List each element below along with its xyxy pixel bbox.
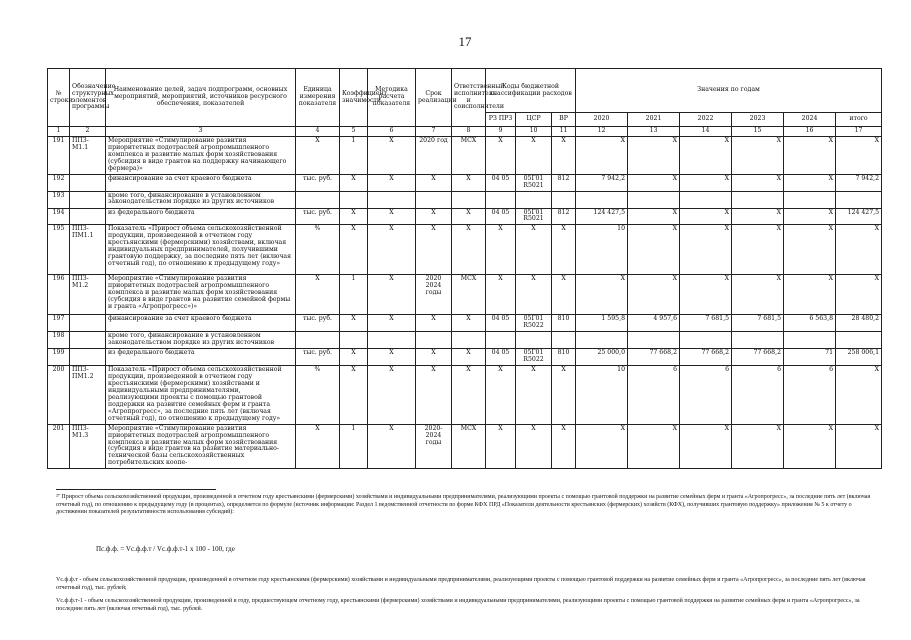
rz-cell: 04 05	[486, 208, 516, 225]
value-2022: 6	[680, 366, 732, 425]
csr-cell	[516, 332, 552, 349]
row-number: 194	[48, 208, 70, 225]
value-2021: X	[628, 174, 680, 191]
col-number: 5	[340, 127, 368, 137]
resp-cell: X	[452, 366, 486, 425]
value-2024: X	[784, 275, 836, 315]
element-name: из федерального бюджета	[106, 349, 296, 366]
footnote-formula: Пс.ф.ф. = Vс.ф.ф.т / Vс.ф.ф.т-1 x 100 - 100, где	[96, 545, 235, 553]
col-number: 6	[368, 127, 416, 137]
term-cell: X	[416, 225, 452, 275]
value-2024: X	[784, 424, 836, 469]
col-number: 1	[48, 127, 70, 137]
value-total	[836, 191, 882, 208]
row-number: 191	[48, 136, 70, 174]
table-row	[48, 366, 882, 425]
value-2024: 6 563,8	[784, 315, 836, 332]
method-cell: X	[368, 275, 416, 315]
rz-cell	[486, 332, 516, 349]
rz-cell: 04 05	[486, 174, 516, 191]
row-number: 192	[48, 174, 70, 191]
element-name: Показатель «Прирост объема сельскохозяйственной продукции, произведенной в отчетном году крестьянскими (фермерскими) хозяйствами, включая индивидуальных предпринимателей, получившими грантовую поддержку, за последние пять лет (включая отчетный год), по отношению к предыдущему году»	[106, 225, 296, 275]
value-total: 258 006,1	[836, 349, 882, 366]
method-cell: X	[368, 174, 416, 191]
value-2023: 77 668,2	[732, 349, 784, 366]
header-year: 2021	[628, 113, 680, 127]
header-year: 2023	[732, 113, 784, 127]
element-name: кроме того, финансирование в установленном законодательством порядке из других источников	[106, 332, 296, 349]
value-2024: 6	[784, 366, 836, 425]
col-number: 4	[296, 127, 340, 137]
rz-cell: X	[486, 136, 516, 174]
col-number: 12	[576, 127, 628, 137]
vr-cell	[552, 332, 576, 349]
value-2021: X	[628, 225, 680, 275]
table-row	[48, 208, 882, 225]
value-2022	[680, 191, 732, 208]
resp-cell: X	[452, 208, 486, 225]
header-coef: Коэффициент значимости	[340, 69, 368, 127]
col-number: 2	[70, 127, 106, 137]
vr-cell: 810	[552, 315, 576, 332]
value-total: 28 480,2	[836, 315, 882, 332]
resp-cell: X	[452, 174, 486, 191]
header-year: 2022	[680, 113, 732, 127]
header-method: Методика расчета показателя	[368, 69, 416, 127]
term-cell: X	[416, 366, 452, 425]
value-2020: 7 942,2	[576, 174, 628, 191]
coef-cell: X	[340, 208, 368, 225]
col-number: 7	[416, 127, 452, 137]
value-2021: X	[628, 208, 680, 225]
element-code: ППЗ-М1.2	[70, 275, 106, 315]
value-2020: X	[576, 136, 628, 174]
table-row	[48, 225, 882, 275]
rz-cell: 04 05	[486, 315, 516, 332]
unit-cell: тыс. руб.	[296, 315, 340, 332]
row-number: 198	[48, 332, 70, 349]
value-2024	[784, 332, 836, 349]
row-number: 200	[48, 366, 70, 425]
unit-cell: X	[296, 136, 340, 174]
col-number: 15	[732, 127, 784, 137]
method-cell: X	[368, 136, 416, 174]
element-code	[70, 208, 106, 225]
csr-cell: X	[516, 366, 552, 425]
term-cell: X	[416, 349, 452, 366]
resp-cell: МСХ	[452, 275, 486, 315]
element-name: Показатель «Прирост объема сельскохозяйственной продукции, произведенной в отчетном году крестьянскими (фермерскими) хозяйствами и индивидуальными предпринимателями, реализующими проекты с помощью грантовой поддержки на развитие семейных ферм и гранта «Агропрогресс», за последние пять лет (включая отчетный год), по отношению к предыдущему году»	[106, 366, 296, 425]
coef-cell: X	[340, 315, 368, 332]
coef-cell: X	[340, 366, 368, 425]
value-2023: X	[732, 424, 784, 469]
value-2020: 1 595,8	[576, 315, 628, 332]
vr-cell: X	[552, 225, 576, 275]
value-2023: 7 681,5	[732, 315, 784, 332]
value-2021	[628, 191, 680, 208]
header-total: итого	[836, 113, 882, 127]
col-number: 8	[452, 127, 486, 137]
element-code	[70, 191, 106, 208]
col-number: 17	[836, 127, 882, 137]
csr-cell: 05Г01 R5021	[516, 208, 552, 225]
element-name: финансирование за счет краевого бюджета	[106, 174, 296, 191]
csr-cell: X	[516, 225, 552, 275]
term-cell: X	[416, 315, 452, 332]
value-2023: X	[732, 208, 784, 225]
header-csr: ЦСР	[516, 113, 552, 127]
footnote-definition: Vс.ф.ф.т-1 - объем сельскохозяйственной продукции, произведенной в году, предшествующем отчетному году, крестьянскими (фермерскими) хозяйствами и индивидуальными предпринимателями, реализующими проекты с помощью грантовой поддержки на развитие семейных ферм и гранта «Агропрогресс», за последние пять лет (включая отчетный год), тыс. рублей.	[56, 598, 860, 612]
vr-cell: 810	[552, 349, 576, 366]
col-number: 13	[628, 127, 680, 137]
header-vr: ВР	[552, 113, 576, 127]
coef-cell: X	[340, 225, 368, 275]
value-2022: 7 681,5	[680, 315, 732, 332]
value-2021: 4 957,6	[628, 315, 680, 332]
value-2023: 6	[732, 366, 784, 425]
row-number: 197	[48, 315, 70, 332]
coef-cell: X	[340, 174, 368, 191]
element-code	[70, 332, 106, 349]
table-row	[48, 424, 882, 469]
term-cell: 2020 2024 годы	[416, 275, 452, 315]
unit-cell: %	[296, 225, 340, 275]
value-total: 124 427,5	[836, 208, 882, 225]
term-cell: X	[416, 208, 452, 225]
value-2023	[732, 332, 784, 349]
element-code: ППЗ-ПМ1.2	[70, 366, 106, 425]
header-row-num: № строки	[48, 69, 70, 127]
value-total: 7 942,2	[836, 174, 882, 191]
resp-cell: X	[452, 315, 486, 332]
value-2024: 71	[784, 349, 836, 366]
value-2020: X	[576, 275, 628, 315]
method-cell	[368, 191, 416, 208]
csr-cell: 05Г01 R5022	[516, 349, 552, 366]
value-2024: X	[784, 174, 836, 191]
resp-cell: X	[452, 225, 486, 275]
element-code: ППЗ-М1.3	[70, 424, 106, 469]
header-rz: РЗ ПРЗ	[486, 113, 516, 127]
program-table	[47, 68, 882, 469]
value-2022	[680, 332, 732, 349]
value-2021: X	[628, 136, 680, 174]
unit-cell	[296, 332, 340, 349]
resp-cell: МСХ	[452, 424, 486, 469]
csr-cell: 05Г01 R5021	[516, 174, 552, 191]
footnote-divider	[56, 489, 216, 490]
element-name: финансирование за счет краевого бюджета	[106, 315, 296, 332]
value-2021: 6	[628, 366, 680, 425]
value-2020: X	[576, 424, 628, 469]
rz-cell: X	[486, 366, 516, 425]
footnote-definition: Vс.ф.ф.т - объем сельскохозяйственной продукции, произведенной в отчетном году крестьянскими (фермерскими) хозяйствами и индивидуальными предпринимателями, реализующими проекты с помощью грантовой поддержки на развитие семейных ферм и гранта «Агропрогресс», за последние пять лет (включая отчетный год), тыс. рублей;	[56, 577, 866, 591]
header-code: Обозначение структурных элементов программы	[70, 69, 106, 127]
row-number: 195	[48, 225, 70, 275]
term-cell: X	[416, 174, 452, 191]
vr-cell: X	[552, 424, 576, 469]
value-2020: 10	[576, 225, 628, 275]
unit-cell	[296, 191, 340, 208]
method-cell: X	[368, 208, 416, 225]
value-2020: 10	[576, 366, 628, 425]
unit-cell: %	[296, 366, 340, 425]
rz-cell	[486, 191, 516, 208]
value-total: X	[836, 275, 882, 315]
value-2023: X	[732, 275, 784, 315]
col-number: 11	[552, 127, 576, 137]
rz-cell: X	[486, 225, 516, 275]
table-row	[48, 275, 882, 315]
value-2024: X	[784, 208, 836, 225]
vr-cell: 812	[552, 174, 576, 191]
rz-cell: 04 05	[486, 349, 516, 366]
value-2020: 25 000,0	[576, 349, 628, 366]
element-code	[70, 349, 106, 366]
unit-cell: тыс. руб.	[296, 174, 340, 191]
resp-cell: МСХ	[452, 136, 486, 174]
resp-cell	[452, 191, 486, 208]
header-year: 2024	[784, 113, 836, 127]
coef-cell	[340, 191, 368, 208]
table-row	[48, 174, 882, 191]
resp-cell: X	[452, 349, 486, 366]
value-2021: X	[628, 275, 680, 315]
table-row	[48, 315, 882, 332]
method-cell	[368, 332, 416, 349]
element-name: Мероприятие «Стимулирование развития приоритетных подотраслей агропромышленного комплекса и развитие малых форм хозяйствования (субсидия в виде грантов на поддержку начинающего фермера)»	[106, 136, 296, 174]
value-total: X	[836, 424, 882, 469]
coef-cell: X	[340, 349, 368, 366]
table-row	[48, 191, 882, 208]
unit-cell: X	[296, 424, 340, 469]
coef-cell	[340, 332, 368, 349]
value-2020	[576, 332, 628, 349]
value-total: X	[836, 225, 882, 275]
element-name: из федерального бюджета	[106, 208, 296, 225]
element-name: Мероприятие «Стимулирование развития приоритетных подотраслей агропромышленного комплекса и развитие малых форм хозяйствования (субсидия в виде грантов на развитие материально-технической базы сельскохозяйственных потребительских коопе-	[106, 424, 296, 469]
col-number: 16	[784, 127, 836, 137]
term-cell: 2020-2024 годы	[416, 424, 452, 469]
table-row	[48, 136, 882, 174]
col-number: 14	[680, 127, 732, 137]
table-row	[48, 332, 882, 349]
value-2020	[576, 191, 628, 208]
csr-cell	[516, 191, 552, 208]
col-number: 9	[486, 127, 516, 137]
term-cell: 2020 год	[416, 136, 452, 174]
unit-cell: тыс. руб.	[296, 349, 340, 366]
method-cell: X	[368, 424, 416, 469]
unit-cell: тыс. руб.	[296, 208, 340, 225]
value-2021	[628, 332, 680, 349]
csr-cell: X	[516, 136, 552, 174]
term-cell	[416, 191, 452, 208]
vr-cell: X	[552, 275, 576, 315]
rz-cell: X	[486, 424, 516, 469]
coef-cell: 1	[340, 136, 368, 174]
col-number: 3	[106, 127, 296, 137]
value-2020: 124 427,5	[576, 208, 628, 225]
table-row	[48, 349, 882, 366]
csr-cell: X	[516, 275, 552, 315]
value-total: X	[836, 136, 882, 174]
method-cell: X	[368, 349, 416, 366]
header-resp: Ответственный исполнитель и соисполнители	[452, 69, 486, 127]
value-2023: X	[732, 225, 784, 275]
value-2024: X	[784, 225, 836, 275]
value-2022: X	[680, 225, 732, 275]
csr-cell: X	[516, 424, 552, 469]
value-2022: X	[680, 174, 732, 191]
value-2022: X	[680, 275, 732, 315]
element-code: ППЗ-ПМ1.1	[70, 225, 106, 275]
value-2021: X	[628, 424, 680, 469]
row-number: 196	[48, 275, 70, 315]
method-cell: X	[368, 225, 416, 275]
value-2021: 77 668,2	[628, 349, 680, 366]
rz-cell: X	[486, 275, 516, 315]
method-cell: X	[368, 366, 416, 425]
vr-cell: X	[552, 366, 576, 425]
header-name: Наименование целей, задач подпрограмм, основных мероприятий, мероприятий, источников ресурсного обеспечения, показателей	[106, 69, 296, 127]
row-number: 193	[48, 191, 70, 208]
value-2022: X	[680, 424, 732, 469]
value-2022: X	[680, 208, 732, 225]
element-code: ППЗ-М1.1	[70, 136, 106, 174]
term-cell	[416, 332, 452, 349]
page-number: 17	[458, 34, 472, 49]
element-code	[70, 315, 106, 332]
row-number: 199	[48, 349, 70, 366]
value-total: X	[836, 366, 882, 425]
element-name: Мероприятие «Стимулирование развития приоритетных подотраслей агропромышленного комплекса и развитие малых форм хозяйствования (субсидия в виде грантов на развитие семейной фермы и гранта «Агропрогресс»)»	[106, 275, 296, 315]
header-budget: Коды бюджетной классификации расходов	[486, 69, 576, 113]
header-term: Срок реализации	[416, 69, 452, 127]
resp-cell	[452, 332, 486, 349]
value-2023	[732, 191, 784, 208]
element-code	[70, 174, 106, 191]
footnote-text: ²⁷ Прирост объема сельскохозяйственной продукции, произведенной в отчетном году крестьянскими (фермерскими) хозяйствами и индивидуальными предпринимателями, реализующими проекты с помощью грантовой поддержки на развитие семейных ферм и гранта «Агропрогресс», за последние пять лет (включая отчетный год), по отношению к предыдущему году (в процентах), определяется по формуле (источник информации: Раздел 1 ведомственной отчетности по форме КФХ ПРД «Показатели деятельности крестьянских (фермерских) хозяйств (КФХ), получивших грантовую поддержку» приложения № 5 к отчету о достижении показателей результативности использования субсидий):	[56, 494, 871, 515]
vr-cell: X	[552, 136, 576, 174]
vr-cell: 812	[552, 208, 576, 225]
unit-cell: X	[296, 275, 340, 315]
coef-cell: 1	[340, 424, 368, 469]
header-values: Значения по годам	[576, 69, 882, 113]
value-2022: 77 668,2	[680, 349, 732, 366]
row-number: 201	[48, 424, 70, 469]
value-2022: X	[680, 136, 732, 174]
value-2023: X	[732, 174, 784, 191]
value-2024	[784, 191, 836, 208]
table-body	[48, 136, 882, 468]
method-cell: X	[368, 315, 416, 332]
value-2024: X	[784, 136, 836, 174]
value-2023: X	[732, 136, 784, 174]
header-year: 2020	[576, 113, 628, 127]
csr-cell: 05Г01 R5022	[516, 315, 552, 332]
header-unit: Единица измерения показателя	[296, 69, 340, 127]
col-number: 10	[516, 127, 552, 137]
coef-cell: 1	[340, 275, 368, 315]
element-name: кроме того, финансирование в установленном законодательством порядке из других источников	[106, 191, 296, 208]
value-total	[836, 332, 882, 349]
vr-cell	[552, 191, 576, 208]
